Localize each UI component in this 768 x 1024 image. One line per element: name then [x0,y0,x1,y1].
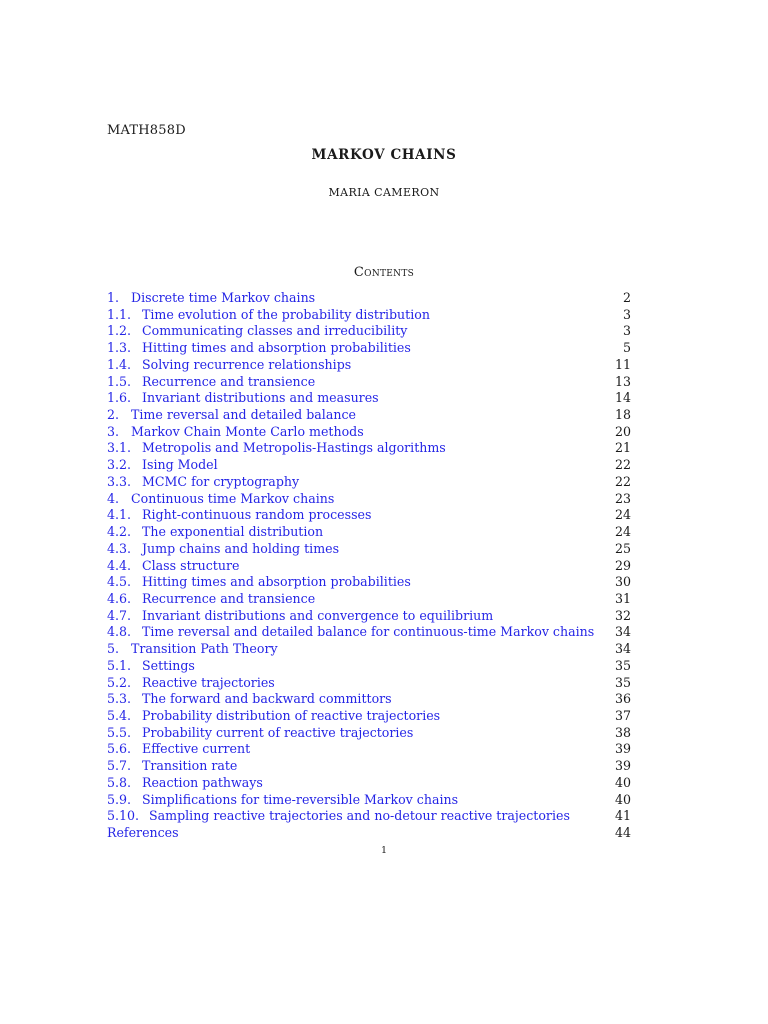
toc-entry-page: 40 [614,774,631,790]
toc-entry-label: Time evolution of the probability distribution [142,306,430,322]
toc-entry-number: 1. [107,290,120,305]
toc-entry-link[interactable] [107,658,195,675]
toc-entry-number: 4.2. [107,524,132,540]
toc-entry-page: 34 [614,624,631,640]
toc-entry-label: Continuous time Markov chains [131,490,335,506]
toc-entry-page: 22 [614,473,631,489]
toc-entry-number: 5.9. [107,791,132,807]
toc-entry-label: Recurrence and transience [142,590,316,606]
toc-entry-link[interactable] [107,507,371,524]
toc-entry-label: MCMC for cryptography [142,473,300,489]
toc-entry[interactable] [107,808,631,825]
toc-entry-page: 29 [614,557,631,573]
toc-entry-page: 39 [614,758,631,774]
toc-entry-page: 23 [614,490,631,506]
toc-entry-link[interactable] [107,608,493,625]
toc-entry[interactable] [107,474,631,491]
toc-entry-link[interactable] [107,775,263,792]
toc-entry-page: 44 [614,825,631,840]
toc-entry-number: 3.1. [107,440,132,456]
toc-entry-page: 30 [614,574,631,590]
toc-entry[interactable] [107,775,631,792]
toc-entry-page: 5 [622,340,631,356]
toc-entry-page: 35 [614,657,631,673]
toc-entry[interactable] [107,758,631,775]
toc-entry-label: The forward and backward committors [142,691,392,707]
toc-entry-link[interactable] [107,741,250,758]
toc-entry-number: 1.1. [107,306,132,322]
toc-entry[interactable] [107,323,631,340]
toc-entry[interactable] [107,507,631,524]
toc-entry[interactable] [107,307,631,324]
toc-entry-label: Communicating classes and irreducibility [142,323,408,339]
toc-entry-link[interactable] [107,524,323,541]
toc-entry-label: Solving recurrence relationships [142,356,352,372]
toc-entry-label: Markov Chain Monte Carlo methods [131,423,364,439]
toc-entry[interactable] [107,440,631,457]
toc-entry-number: 3. [107,423,120,439]
toc-entry-link[interactable] [107,374,315,391]
toc-entry-label: Hitting times and absorption probabilities [142,340,411,356]
toc-entry-label: Metropolis and Metropolis-Hastings algorithms [142,440,446,456]
toc-entry-label: Recurrence and transience [142,373,316,389]
toc-entry-page: 41 [614,808,631,824]
toc-entry-page: 31 [614,590,631,606]
toc-entry[interactable] [107,541,631,558]
toc-entry-page: 32 [614,607,631,623]
toc-entry-link[interactable] [107,491,334,508]
toc-entry-number: 5.1. [107,657,132,673]
toc-entry-number: 1.2. [107,323,132,339]
toc-entry[interactable] [107,374,631,391]
toc-entry-page: 38 [614,724,631,740]
toc-entry-page: 18 [614,407,631,423]
contents-heading: Contents [353,265,415,280]
toc-entry-page: 3 [622,306,631,322]
toc-entry[interactable] [107,390,631,407]
toc-entry[interactable] [107,708,631,725]
toc-entry-label: Ising Model [142,457,218,473]
toc-entry-label: Transition Path Theory [131,641,278,657]
toc-entry-number: 5.10. [107,808,140,824]
page-number: 1 [380,845,388,856]
toc-entry-page: 2 [622,290,631,305]
toc-entry-number: 5. [107,641,120,657]
toc-entry-link[interactable] [107,591,315,608]
toc-entry-link[interactable] [107,390,379,407]
toc-entry-label: The exponential distribution [142,524,324,540]
toc-entry-number: 5.3. [107,691,132,707]
course-code: MATH858D [107,123,186,138]
author-name: MARIA CAMERON [328,186,440,199]
toc-entry[interactable] [107,641,631,658]
toc-entry-number: 1.3. [107,340,132,356]
toc-entry-number: 5.2. [107,674,132,690]
toc-entry[interactable] [107,591,631,608]
toc-entry[interactable] [107,340,631,357]
toc-entry-label: Time reversal and detailed balance [131,407,356,423]
toc-entry-label: Discrete time Markov chains [131,290,316,305]
toc-entry-link[interactable] [107,440,446,457]
toc-entry-link[interactable] [107,357,351,374]
toc-entry-page: 35 [614,674,631,690]
toc-entry-page: 13 [614,373,631,389]
toc-entry-label: Simplifications for time-reversible Markov chains [142,791,459,807]
toc-entry-link[interactable] [107,725,413,742]
toc-entry-number: 2. [107,407,120,423]
toc-entry[interactable] [107,524,631,541]
toc-entry[interactable] [107,290,631,307]
toc-entry-label: Transition rate [142,758,238,774]
toc-entry-page: 11 [614,356,631,372]
toc-entry-label: Time reversal and detailed balance for continuous-time Markov chains [142,624,595,640]
toc-entry-link[interactable] [107,641,278,658]
toc-entry[interactable] [107,792,631,809]
toc-entry-link[interactable] [107,558,239,575]
toc-entry-page: 36 [614,691,631,707]
toc-entry[interactable] [107,608,631,625]
toc-entry[interactable] [107,725,631,742]
toc-entry-link[interactable] [107,825,179,842]
toc-entry-number: 4.1. [107,507,132,523]
toc-entry-label: Probability distribution of reactive trajectories [142,707,441,723]
toc-entry-link[interactable] [107,424,364,441]
toc-entry-label: References [107,825,179,840]
toc-entry-link[interactable] [107,675,275,692]
toc-entry-page: 14 [614,390,631,406]
toc-entry[interactable] [107,675,631,692]
toc-entry[interactable] [107,491,631,508]
toc-entry-link[interactable] [107,574,411,591]
toc-entry-link[interactable] [107,808,570,825]
toc-entry-label: Reaction pathways [142,774,263,790]
toc-entry-label: Invariant distributions and convergence to equilibrium [142,607,494,623]
toc-entry[interactable] [107,624,631,641]
toc-entry-link[interactable] [107,457,218,474]
toc-entry-page: 21 [614,440,631,456]
toc-entry-page: 24 [614,507,631,523]
toc-entry-label: Reactive trajectories [142,674,275,690]
toc-entry[interactable] [107,825,631,842]
toc-entry-number: 1.4. [107,356,132,372]
toc-entry-page: 34 [614,641,631,657]
toc-entry-number: 3.2. [107,457,132,473]
toc-entry-label: Settings [142,657,195,673]
toc-entry-number: 4.3. [107,540,132,556]
document-title: MARKOV CHAINS [311,147,457,163]
toc-entry-number: 4.4. [107,557,132,573]
toc-entry-link[interactable] [107,541,339,558]
toc-entry-number: 5.7. [107,758,132,774]
toc-entry-number: 5.6. [107,741,132,757]
toc-entry-page: 24 [614,524,631,540]
toc-entry-number: 1.6. [107,390,132,406]
toc-entry-page: 37 [614,707,631,723]
toc-entry-link[interactable] [107,474,299,491]
toc-entry-number: 4.7. [107,607,132,623]
toc-entry[interactable] [107,558,631,575]
table-of-contents [107,290,631,842]
toc-entry-link[interactable] [107,307,430,324]
toc-entry-label: Right-continuous random processes [142,507,372,523]
toc-entry-number: 5.8. [107,774,132,790]
toc-entry-link[interactable] [107,340,411,357]
toc-entry[interactable] [107,658,631,675]
toc-entry-number: 3.3. [107,473,132,489]
toc-entry-number: 1.5. [107,373,132,389]
toc-entry-page: 22 [614,457,631,473]
toc-entry-link[interactable] [107,758,237,775]
toc-entry-label: Effective current [142,741,251,757]
toc-entry[interactable] [107,457,631,474]
toc-entry-label: Jump chains and holding times [142,540,340,556]
toc-entry-label: Sampling reactive trajectories and no-detour reactive trajectories [149,808,570,824]
toc-entry-page: 20 [614,423,631,439]
toc-entry-link[interactable] [107,624,594,641]
toc-entry-label: Class structure [142,557,240,573]
toc-entry-page: 3 [622,323,631,339]
toc-entry-number: 4. [107,490,120,506]
toc-entry-number: 4.8. [107,624,132,640]
toc-entry-link[interactable] [107,290,315,307]
toc-entry-link[interactable] [107,323,407,340]
toc-entry-number: 4.5. [107,574,132,590]
toc-entry-number: 5.5. [107,724,132,740]
toc-entry[interactable] [107,357,631,374]
toc-entry-number: 5.4. [107,707,132,723]
toc-entry-link[interactable] [107,708,440,725]
toc-entry-label: Hitting times and absorption probabilities [142,574,411,590]
toc-entry[interactable] [107,574,631,591]
toc-entry-number: 4.6. [107,590,132,606]
toc-entry-label: Probability current of reactive trajectories [142,724,414,740]
toc-entry-link[interactable] [107,407,356,424]
toc-entry-label: Invariant distributions and measures [142,390,379,406]
toc-entry[interactable] [107,691,631,708]
toc-entry[interactable] [107,407,631,424]
toc-entry[interactable] [107,741,631,758]
toc-entry-link[interactable] [107,792,458,809]
toc-entry-link[interactable] [107,691,392,708]
toc-entry-page: 25 [614,540,631,556]
toc-entry[interactable] [107,424,631,441]
toc-entry-page: 40 [614,791,631,807]
toc-entry-page: 39 [614,741,631,757]
